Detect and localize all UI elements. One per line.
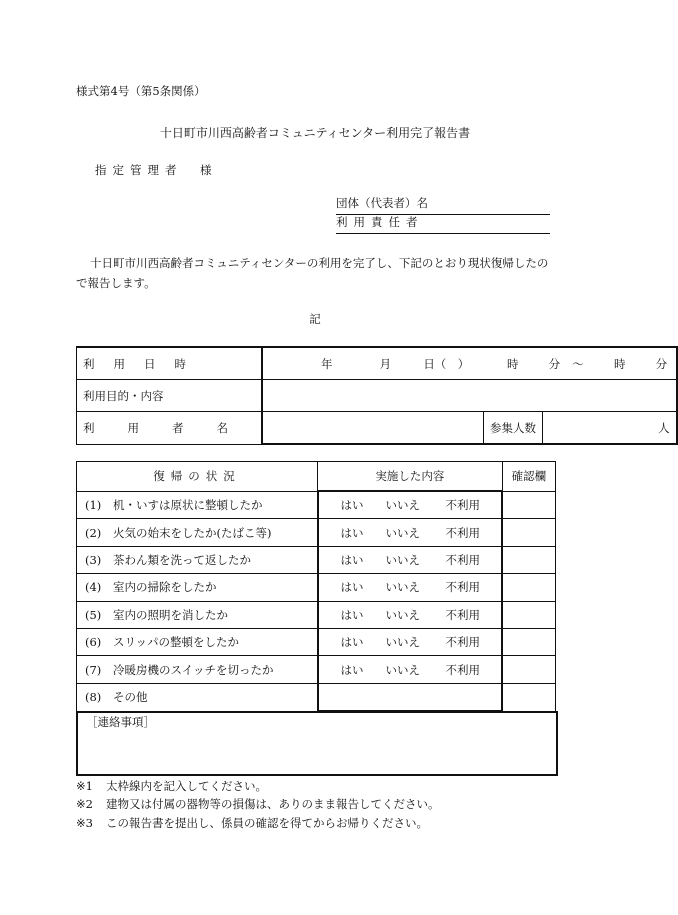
checklist-row	[77, 491, 556, 519]
date-minute-end: 分	[655, 356, 668, 371]
option-yes[interactable]: はい	[340, 525, 364, 540]
footnote: ※1 太枠線内を記入してください。	[76, 779, 267, 793]
option-no[interactable]: いいえ	[385, 580, 421, 595]
ki-heading: 記	[309, 312, 321, 326]
date-tilde: 〜	[572, 356, 584, 371]
user-name-label: 利用者名	[77, 412, 263, 445]
option-no[interactable]: いいえ	[385, 498, 421, 513]
option-yes[interactable]: はい	[340, 498, 364, 513]
checklist-item-other: (8) その他	[77, 683, 318, 711]
checklist-options[interactable]	[318, 546, 503, 573]
date-hour-end: 時	[613, 356, 626, 371]
date-day: 日（ ）	[423, 356, 470, 371]
form-number: 様式第4号（第5条関係）	[76, 84, 206, 98]
checklist-item: (1) 机・いすは原状に整頓したか	[77, 491, 318, 519]
checklist-row	[77, 546, 556, 573]
option-yes[interactable]: はい	[340, 580, 364, 595]
option-no[interactable]: いいえ	[385, 662, 421, 677]
option-no[interactable]: いいえ	[385, 525, 421, 540]
checklist-item: (4) 室内の掃除をしたか	[77, 574, 318, 601]
date-minute-start: 分	[548, 356, 561, 371]
participants-field[interactable]	[543, 412, 677, 445]
date-month: 月	[379, 356, 392, 371]
option-unused[interactable]: 不利用	[445, 662, 481, 677]
checklist-row-other	[77, 683, 556, 711]
restoration-checklist	[76, 461, 556, 712]
other-input[interactable]	[318, 683, 503, 711]
checklist-item: (2) 火気の始末をしたか(たばこ等)	[77, 519, 318, 546]
checklist-item: (7) 冷暖房機のスイッチを切ったか	[77, 656, 318, 683]
option-unused[interactable]: 不利用	[445, 607, 481, 622]
header-restoration-status: 復帰の状況	[77, 462, 318, 492]
checklist-header-row	[77, 462, 556, 492]
report-statement: 十日町市川西高齢者コミュニティセンターの利用を完了し、下記のとおり現状復帰したので報告します。	[76, 256, 549, 290]
option-no[interactable]: いいえ	[385, 607, 421, 622]
footnote: ※2 建物又は付属の器物等の損傷は、ありのまま報告してください。	[76, 797, 440, 811]
group-name-label: 団体（代表者）名	[336, 196, 428, 210]
date-hour-start: 時	[506, 356, 519, 371]
checklist-options[interactable]	[318, 491, 503, 519]
notes-label: ［連絡事項］	[86, 715, 155, 729]
usage-purpose-row	[77, 380, 677, 412]
usage-purpose-field[interactable]	[262, 380, 677, 412]
addressee: 指定管理者 様	[95, 163, 218, 177]
usage-purpose-label: 利用目的・内容	[77, 380, 263, 412]
checklist-options[interactable]	[318, 601, 503, 628]
user-name-row	[77, 412, 677, 445]
checklist-item: (5) 室内の照明を消したか	[77, 601, 318, 628]
header-action-taken: 実施した内容	[318, 462, 503, 492]
option-yes[interactable]: はい	[340, 552, 364, 567]
checklist-options[interactable]	[318, 628, 503, 655]
date-year: 年	[321, 356, 333, 371]
responsible-person-field[interactable]	[336, 215, 550, 234]
option-yes[interactable]: はい	[340, 635, 364, 650]
checklist-row	[77, 628, 556, 655]
option-unused[interactable]: 不利用	[445, 580, 481, 595]
checklist-item: (3) 茶わん類を洗って返したか	[77, 546, 318, 573]
footnote: ※3 この報告書を提出し、係員の確認を得てからお帰りください。	[76, 816, 428, 830]
checklist-item: (6) スリッパの整頓をしたか	[77, 628, 318, 655]
checklist-options[interactable]	[318, 656, 503, 683]
document-title: 十日町市川西高齢者コミュニティセンター利用完了報告書	[159, 126, 471, 140]
confirmation-cell[interactable]	[502, 574, 555, 601]
responsible-person-label: 利用責任者	[336, 215, 424, 229]
user-name-field[interactable]	[262, 412, 484, 445]
usage-info-table	[76, 346, 678, 445]
option-unused[interactable]: 不利用	[445, 525, 481, 540]
participants-label: 参集人数	[484, 412, 543, 445]
usage-date-label: 利用日時	[77, 347, 263, 380]
confirmation-cell[interactable]	[502, 656, 555, 683]
confirmation-cell[interactable]	[502, 601, 555, 628]
usage-date-row	[77, 347, 677, 380]
checklist-row	[77, 656, 556, 683]
confirmation-cell[interactable]	[502, 628, 555, 655]
usage-date-field[interactable]	[262, 347, 677, 380]
notes-box[interactable]	[76, 711, 558, 776]
header-confirmation: 確認欄	[502, 462, 555, 492]
option-yes[interactable]: はい	[340, 662, 364, 677]
participants-unit: 人	[658, 420, 670, 435]
option-no[interactable]: いいえ	[385, 552, 421, 567]
option-unused[interactable]: 不利用	[445, 498, 481, 513]
confirmation-cell[interactable]	[502, 683, 555, 711]
option-unused[interactable]: 不利用	[445, 552, 481, 567]
checklist-row	[77, 519, 556, 546]
confirmation-cell[interactable]	[502, 519, 555, 546]
checklist-row	[77, 601, 556, 628]
checklist-options[interactable]	[318, 519, 503, 546]
option-yes[interactable]: はい	[340, 607, 364, 622]
confirmation-cell[interactable]	[502, 491, 555, 519]
option-unused[interactable]: 不利用	[445, 635, 481, 650]
checklist-row	[77, 574, 556, 601]
group-name-field[interactable]	[336, 196, 550, 215]
checklist-options[interactable]	[318, 574, 503, 601]
option-no[interactable]: いいえ	[385, 635, 421, 650]
confirmation-cell[interactable]	[502, 546, 555, 573]
